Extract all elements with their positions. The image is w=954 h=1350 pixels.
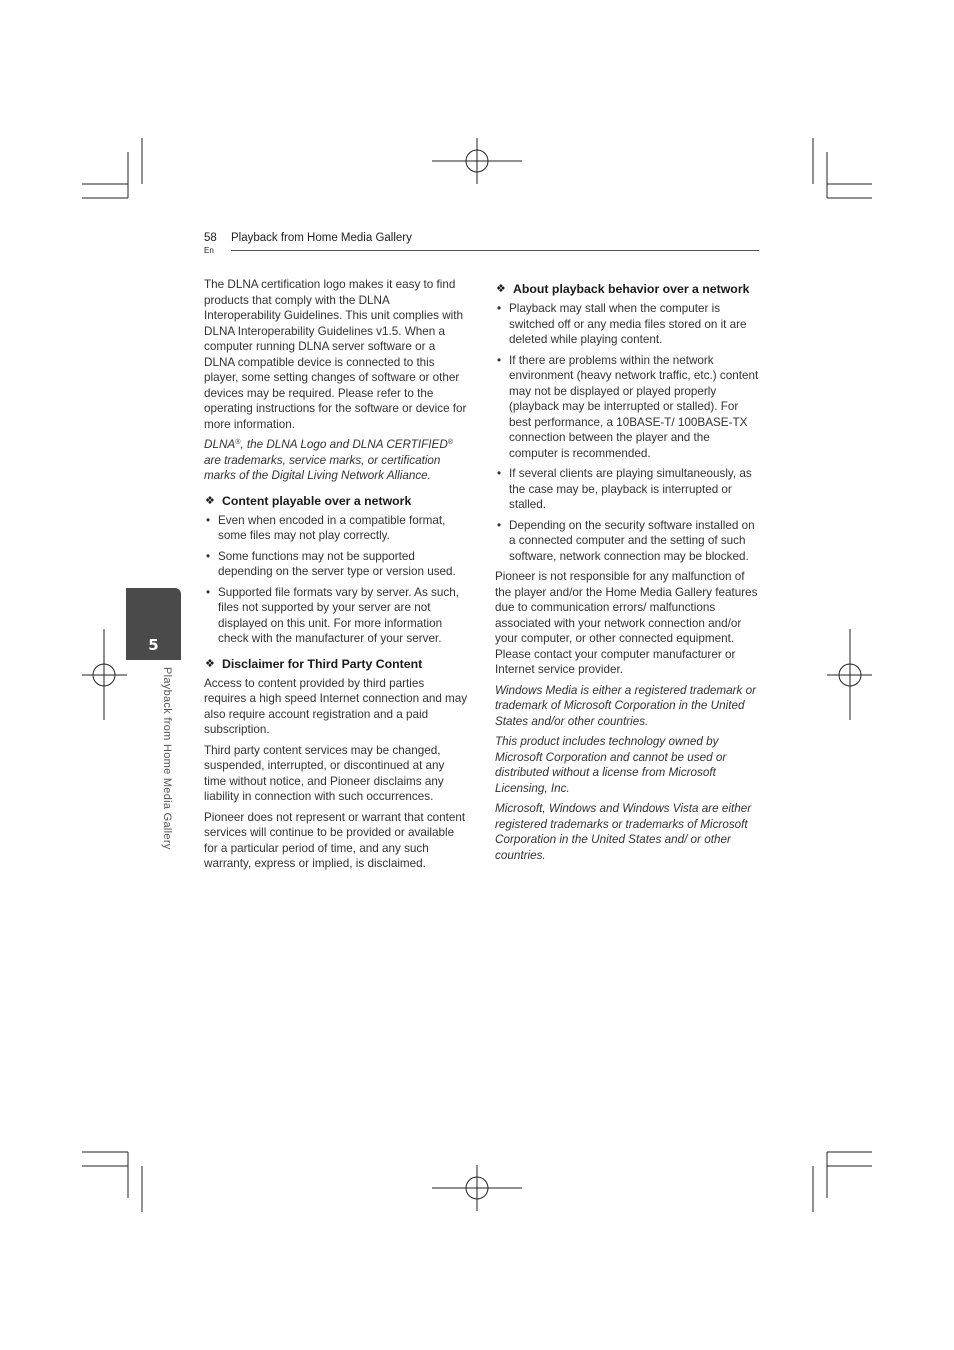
registration-mark-left — [82, 629, 127, 720]
list-item-text: Depending on the security software installed on a connected computer and the setting of such software, network connection may be blocked. — [509, 518, 755, 563]
list-item — [204, 585, 468, 647]
tm-text: are trademarks, service marks, or certification marks of the Digital Living Network Alliance. — [204, 453, 441, 482]
bullet-icon: • — [206, 585, 211, 599]
list-item-text: If several clients are playing simultaneously, as the case may be, playback is interrupted or stalled. — [509, 467, 752, 511]
registration-mark-bottom — [432, 1165, 522, 1211]
chapter-number: 5 — [148, 636, 159, 654]
diamond-icon: ❖ — [205, 493, 215, 507]
section-heading-playback-behavior — [495, 281, 759, 297]
registration-mark-right — [827, 629, 872, 720]
language-code: En — [204, 246, 214, 255]
bullet-icon: • — [497, 518, 502, 532]
running-header-title: Playback from Home Media Gallery — [231, 232, 412, 244]
diamond-icon: ❖ — [496, 282, 506, 295]
list-item — [495, 301, 759, 348]
registered-mark: ® — [235, 439, 241, 446]
content-playable-list — [204, 513, 468, 647]
list-item-text: Playback may stall when the computer is switched off or any media files stored on it are deleted while playing content. — [509, 302, 747, 346]
list-item — [495, 518, 759, 565]
diamond-icon: ❖ — [205, 656, 215, 670]
list-item — [204, 513, 468, 544]
disclaimer-paragraph: Pioneer does not represent or warrant that content services will continue to be provided or available for a particular period of time, and any such warranty, express or implied, is disclaimed. — [204, 810, 466, 870]
playback-behavior-list — [495, 301, 759, 564]
list-item — [495, 353, 759, 462]
trademark-note: This product includes technology owned by Microsoft Corporation and cannot be used or distributed without a license from Microsoft Licensing, Inc. — [495, 735, 727, 795]
tm-text: , the DLNA Logo and DLNA CERTIFIED — [240, 438, 448, 451]
trademark-note: Microsoft, Windows and Windows Vista are either registered trademarks or trademarks of Microsoft Corporation in the United States and/ or other countries. — [495, 802, 752, 862]
page-number: 58 — [204, 232, 217, 244]
registration-mark-top — [432, 138, 522, 184]
right-column — [495, 281, 759, 868]
bullet-icon: • — [497, 467, 502, 480]
list-item-text: If there are problems within the network environment (heavy network traffic, etc.) content may not be displayed or played properly (playback may be interrupted or stalled). For best performance, a 10BASE-T/ 100BASE-TX connection between the player and the computer is recommended. — [509, 353, 759, 460]
list-item-text: Even when encoded in a compatible format, some files may not play correctly. — [218, 513, 446, 542]
section-title: Disclaimer for Third Party Content — [222, 656, 423, 671]
list-item-text: Supported file formats vary by server. As such, files not supported by your server are not displayed on this unit. For more information check with the manufacturer of your server. — [218, 585, 459, 645]
disclaimer-paragraph: Access to content provided by third parties requires a high speed Internet connection and may also require account registration and a paid subscription. — [204, 676, 468, 736]
dlna-trademark-note — [204, 437, 468, 484]
section-heading-disclaimer — [204, 656, 468, 672]
disclaimer-paragraph: Third party content services may be changed, suspended, interrupted, or discontinued at any time without notice, and Pioneer disclaims any liability in connection with such occurrences. — [204, 743, 445, 803]
registered-mark: ® — [447, 439, 453, 446]
list-item — [204, 549, 468, 580]
trademark-note: Windows Media is either a registered trademark or trademark of Microsoft Corporation in the United States and/or other countries. — [495, 683, 757, 728]
list-item — [495, 466, 759, 513]
bullet-icon: • — [497, 353, 502, 367]
left-column — [204, 277, 468, 877]
chapter-side-label: Playback from Home Media Gallery — [161, 667, 173, 850]
tm-text: DLNA — [204, 438, 236, 451]
section-heading-content-playable — [204, 493, 468, 509]
bullet-icon: • — [206, 549, 211, 563]
section-title: About playback behavior over a network — [513, 282, 750, 296]
header-rule — [231, 250, 759, 251]
section-title: Content playable over a network — [222, 493, 412, 508]
bullet-icon: • — [206, 513, 211, 527]
bullet-icon: • — [497, 302, 502, 315]
dlna-intro-paragraph: The DLNA certification logo makes it easy to find products that comply with the DLNA Interoperability Guidelines. This unit complies with DLNA Interoperability Guidelines v1.5. When a computer running DLNA server software or a DLNA compatible device is connected to this player, some setting changes of software or other devices may be required. Please refer to the operating instructions for the software or device for more information. — [204, 278, 467, 431]
pioneer-disclaimer-paragraph: Pioneer is not responsible for any malfunction of the player and/or the Home Media Gallery features due to communication errors/ malfunctions associated with your network connection and/or your computer, or other connected equipment. Please contact your computer manufacturer or Internet service provider. — [495, 570, 758, 676]
list-item-text: Some functions may not be supported depending on the server type or version used. — [218, 549, 456, 578]
